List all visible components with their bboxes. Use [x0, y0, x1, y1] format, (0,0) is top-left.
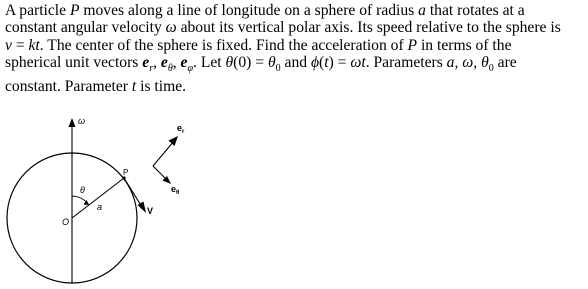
problem-line-1: A particle P moves along a line of longitude on a sphere of radius a that rotates at a: [5, 2, 525, 19]
problem-line-2: constant angular velocity ω about its vertical polar axis. Its speed relative to the sphere is: [5, 19, 561, 37]
e-r-label: [177, 123, 185, 135]
velocity-label: V: [147, 206, 154, 216]
radius-label: a: [97, 202, 103, 212]
velocity-vector: [124, 178, 142, 207]
e-r-arrowhead: [169, 136, 179, 146]
e-theta-label-sub: θ: [176, 190, 180, 196]
problem-line-3: v = kt. The center of the sphere is fixed. Find the acceleration of P in terms of the: [5, 36, 512, 54]
e-r-label-main: e: [177, 123, 183, 133]
e-theta-label: [171, 184, 179, 196]
problem-line-4: spherical unit vectors $e_r$, $e_\theta$, $e_\varphi$. Let $\theta(0) = \theta_0$ and ϕ(t) = ωt. Parameters a, ω, $\theta_0$ are: [5, 54, 517, 75]
particle-label: P: [123, 168, 129, 177]
theta-label: θ: [80, 185, 85, 195]
e-r-vector: [153, 141, 174, 166]
origin-label: O: [62, 217, 70, 227]
e-theta-label-main: e: [171, 184, 177, 194]
velocity-arrowhead: [138, 202, 147, 214]
omega-label: ω: [78, 116, 86, 126]
e-theta-vector: [153, 166, 166, 179]
theta-arc-arrowhead: [84, 200, 90, 205]
problem-line-5: constant. Parameter t is time.: [5, 77, 187, 95]
e-r-label-sub: r: [182, 129, 185, 135]
omega-arrowhead: [69, 118, 76, 127]
